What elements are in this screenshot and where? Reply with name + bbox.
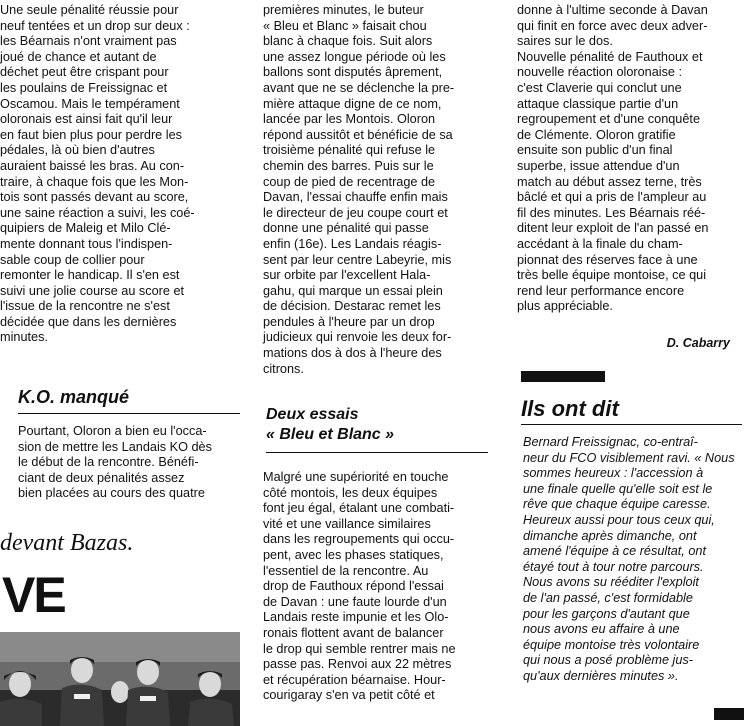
article-paragraph: Pourtant, Oloron a bien eu l'occa- sion de mettre les Landais KO dès le début de la rencontre. Bénéfi- ciant de deux pénalités assez bien placées au cours des quatre bbox=[18, 424, 212, 501]
team-photo bbox=[0, 632, 240, 726]
byline: D. Cabarry bbox=[666, 336, 730, 350]
quote-paragraph: Bernard Freissignac, co-entraî- neur du FCO visiblement ravi. « Nous sommes heureux : l'accession à une finale quelle qu'elle soit est le rêve que chaque équipe caresse. Heureux aussi pour tous ceux qui, dimanche après dimanche, ont amené l'équipe à ce résultat, ont étayé tout à tour notre parcours. Nous avons su rééditer l'exploit de l'an passé, c'est formidable pour les garçons d'autant que nous avons eu affaire à une équipe montoise très volontaire qui nous a posé problème jus- qu'aux dernières minutes ». bbox=[523, 435, 735, 683]
section-heading-line: Deux essais bbox=[266, 406, 359, 423]
article-paragraph: Malgré une supériorité en touche côté montois, les deux équipes font jeu égal, étalant une combati- vité et une vaillance similaires dans les regroupements qui occu- pent, avec les phases statiques, l'essentiel de la rencontre. Au drop de Fauthoux répond l'essai de Davan : une faute lourde d'un Landais reste impunie et les Olo- ronais flottent avant de balancer le drop qui semble rentrer mais ne passe pas. Renvoi aux 22 mètres et récupération béarnaise. Hour- courigaray s'en va petit côté et bbox=[263, 470, 456, 703]
section-marker-bar bbox=[521, 371, 605, 382]
article-paragraph: premières minutes, le buteur « Bleu et Blanc » faisait chou blanc à chaque fois. Suit alors une assez longue période où les ballons sont disputés âprement, avant que ne se déclenche la pre- mière attaque digne de ce nom, lancée par les Montois. Oloron répond aussitôt et bénéficie de sa troisième pénalité qui refuse le chemin des barres. Puis sur le coup de pied de recentrage de Davan, l'essai chauffe enfin mais le directeur de jeu coupe court et donne une pénalité qui passe enfin (16e). Les Landais réagis- sent par leur centre Labeyrie, mis sur orbite par l'excellent Hala- gahu, qui marque un essai plein de décision. Destarac remet les pendules à l'heure par un drop judicieux qui renvoie les deux for- mations dos à dos à l'heure des citrons. bbox=[263, 3, 455, 376]
section-heading bbox=[266, 405, 394, 445]
article-paragraph: Une seule pénalité réussie pour neuf tentées et un drop sur deux : les Béarnais n'ont vraiment pas joué de chance et autant de déchet peut être crispant pour les poulains de Freissignac et Oscamou. Mais le tempérament oloronais est ainsi fait qu'il leur en faut bien plus pour perdre les pédales, là où bien d'autres auraient baissé les bras. Au con- traire, à chaque fois que les Mon- tois sont passés devant au score, une saine réaction a suivi, les coé- quipiers de Maleig et Milo Clé- mente donnant tous l'indispen- sable coup de collier pour remonter le handicap. Il s'en est suivi une jolie course au score et l'issue de la rencontre ne s'est décidée que dans les dernières minutes. bbox=[0, 3, 195, 345]
heading-rule bbox=[521, 424, 742, 425]
heading-rule bbox=[18, 413, 240, 414]
heading-rule bbox=[266, 452, 488, 453]
section-heading-line: « Bleu et Blanc » bbox=[266, 426, 395, 443]
section-heading: Ils ont dit bbox=[521, 396, 619, 421]
end-marker-bar bbox=[714, 708, 744, 720]
section-heading: K.O. manqué bbox=[18, 387, 130, 407]
cut-headline: devant Bazas. bbox=[0, 530, 134, 556]
cut-big-headline: VE bbox=[2, 567, 65, 623]
article-paragraph: donne à l'ultime seconde à Davan qui finit en force avec deux adver- saires sur le dos. Nouvelle pénalité de Fauthoux et nouvelle réaction oloronaise : c'est Claverie qui conclut une attaque classique partie d'un regroupement et d'une conquête de Clémente. Oloron gratifie ensuite son public d'un final superbe, issue attendue d'un match au début assez terne, très bâclé et qui a pris de l'ampleur au fil des minutes. Les Béarnais réé- ditent leur exploit de l'an passé en accédant à la finale du cham- pionnat des réserves face à une très belle équipe montoise, ce qui rend leur performance encore plus appréciable. bbox=[517, 3, 709, 314]
